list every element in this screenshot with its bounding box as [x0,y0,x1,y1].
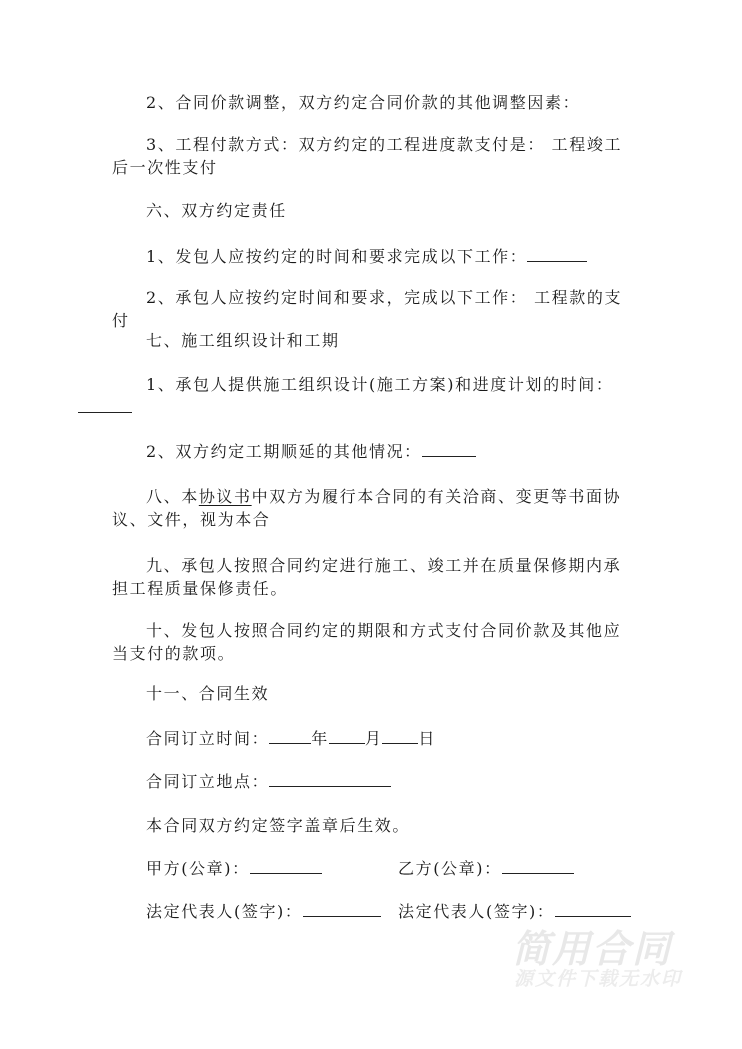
place-field[interactable] [269,772,391,787]
clause-text: 1、发包人应按约定的时间和要求完成以下工作： [146,247,528,266]
watermark-logo: 简用合同 [512,927,673,971]
party-a-seal [112,857,632,880]
clause-agreement-docs [112,485,632,531]
clause-text: 八、本 [146,487,199,506]
clause-extension [112,440,632,463]
section-heading-schedule: 七、施工组织设计和工期 [146,331,340,350]
label: 年 [311,729,329,748]
clause-text: 1、承包人提供施工组织设计(施工方案)和进度计划的时间： [146,375,614,394]
clause-contractor-duties: 2、承包人应按约定时间和要求，完成以下工作： 工程款的支付 [112,288,623,330]
label: 月 [364,729,383,748]
label: 甲方(公章)： [146,859,250,878]
party-b-seal [398,857,574,880]
watermark-slogan: 源文件下载无水印 [514,968,683,990]
label: 合同订立时间： [146,729,270,748]
blank-field[interactable] [78,398,132,413]
clause-payment-method: 3、工程付款方式：双方约定的工程进度款支付是： 工程竣工后一次性支付 [112,135,623,177]
label: 法定代表人(签字)： [398,902,555,921]
clause-employer-duties [112,245,632,268]
label: 法定代表人(签字)： [146,902,303,921]
signing-date [112,727,632,750]
clause-text: 中双方为履行本合同的有关洽商、变更等书面协议、文件，视为本合 [112,487,622,529]
section-heading-responsibilities: 六、双方约定责任 [146,201,287,220]
day-field[interactable] [382,729,418,744]
clause-warranty: 九、承包人按照合同约定进行施工、竣工并在质量保修期内承担工程质量保修责任。 [112,556,622,598]
party-a-seal-field[interactable] [250,859,322,874]
party-b-seal-field[interactable] [502,859,574,874]
month-field[interactable] [329,729,365,744]
blank-field[interactable] [422,442,476,457]
section-heading-effectiveness: 十一、合同生效 [146,684,270,703]
agreement-link[interactable]: 协议书 [198,487,252,506]
clause-construction-plan [112,373,632,419]
clause-payment-obligation: 十、发包人按照合同约定的期限和方式支付合同价款及其他应当支付的款项。 [112,621,622,663]
label: 乙方(公章)： [398,859,502,878]
year-field[interactable] [269,729,311,744]
blank-field[interactable] [527,247,587,262]
clause-text: 2、双方约定工期顺延的其他情况： [146,442,422,461]
label: 日 [418,729,437,748]
party-b-rep-field[interactable] [555,902,631,917]
clause-price-adjustment: 2、合同价款调整，双方约定合同价款的其他调整因素： [146,93,581,112]
signing-place [112,770,632,793]
effectiveness-statement: 本合同双方约定签字盖章后生效。 [146,816,411,835]
label: 合同订立地点： [146,772,270,791]
party-a-rep-field[interactable] [303,902,381,917]
